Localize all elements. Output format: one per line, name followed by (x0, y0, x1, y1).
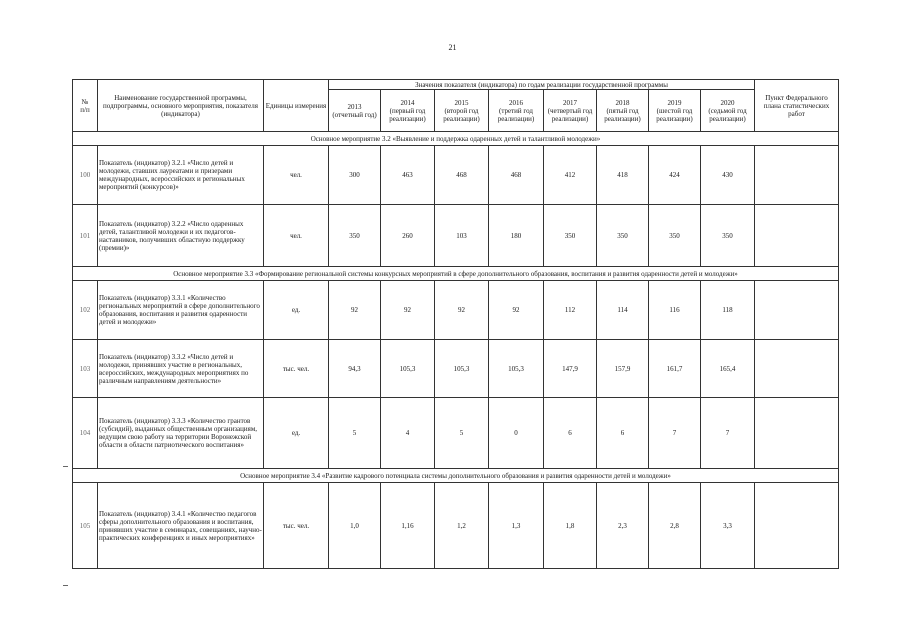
table-row (73, 281, 839, 340)
header-year: 2015 (второй год реализации) (435, 90, 489, 132)
value-cell: 350 (329, 205, 381, 267)
indicator-name: Показатель (индикатор) 3.4.1 «Количество педагогов сферы дополнительного образования и воспитания, принявших участие в семинарах, совещаниях, научно-практических конференциях и иных мероприятиях» (98, 483, 264, 569)
value-cell: 2,3 (597, 483, 649, 569)
value-cell: 7 (701, 398, 755, 469)
header-year: 2017 (четвертый год реализации) (544, 90, 597, 132)
unit-cell: ед. (264, 398, 329, 469)
value-cell: 94,3 (329, 340, 381, 398)
federal-plan-cell (755, 205, 839, 267)
value-cell: 4 (381, 398, 435, 469)
value-cell: 114 (597, 281, 649, 340)
indicator-name: Показатель (индикатор) 3.2.2 «Число одаренных детей, талантливой молодежи и их педагогов-наставников, получивших областную поддержку (премии)» (98, 205, 264, 267)
row-number: 100 (73, 146, 98, 205)
unit-cell: ед. (264, 281, 329, 340)
value-cell: 118 (701, 281, 755, 340)
indicator-name: Показатель (индикатор) 3.3.2 «Число детей и молодежи, принявших участие в региональных, всероссийских, международных мероприятиях по различным направлениям деятельности» (98, 340, 264, 398)
indicator-name: Показатель (индикатор) 3.3.3 «Количество грантов (субсидий), выданных общественным организациям, ведущим свою работу на территории Воронежской области в области патриотического воспитания» (98, 398, 264, 469)
federal-plan-cell (755, 281, 839, 340)
header-number: № п/п (73, 80, 98, 132)
value-cell: 147,9 (544, 340, 597, 398)
header-year: 2013 (отчетный год) (329, 90, 381, 132)
unit-cell: чел. (264, 146, 329, 205)
margin-mark (63, 466, 68, 467)
table-row (73, 146, 839, 205)
row-number: 101 (73, 205, 98, 267)
row-number: 103 (73, 340, 98, 398)
value-cell: 468 (435, 146, 489, 205)
section-title: Основное мероприятие 3.4 «Развитие кадрового потенциала системы дополнительного образования и развития одаренности детей и молодежи» (73, 469, 839, 483)
federal-plan-cell (755, 146, 839, 205)
federal-plan-cell (755, 340, 839, 398)
header-year: 2019 (шестой год реализации) (649, 90, 701, 132)
value-cell: 6 (597, 398, 649, 469)
header-year: 2020 (седьмой год реализации) (701, 90, 755, 132)
value-cell: 105,3 (489, 340, 544, 398)
value-cell: 468 (489, 146, 544, 205)
header-unit: Единицы измерения (264, 80, 329, 132)
table-row (73, 205, 839, 267)
indicators-table (72, 79, 839, 569)
table-row (73, 340, 839, 398)
header-name: Наименование государственной программы, подпрограммы, основного мероприятия, показателя (индикатора) (98, 80, 264, 132)
value-cell: 180 (489, 205, 544, 267)
row-number: 104 (73, 398, 98, 469)
header-federal-plan: Пункт Федерального плана статистических работ (755, 80, 839, 132)
value-cell: 105,3 (435, 340, 489, 398)
value-cell: 1,8 (544, 483, 597, 569)
value-cell: 424 (649, 146, 701, 205)
value-cell: 430 (701, 146, 755, 205)
value-cell: 5 (329, 398, 381, 469)
value-cell: 103 (435, 205, 489, 267)
value-cell: 105,3 (381, 340, 435, 398)
value-cell: 300 (329, 146, 381, 205)
indicator-name: Показатель (индикатор) 3.3.1 «Количество региональных мероприятий в сфере дополнительного образования, воспитания и развития одаренности детей и молодежи» (98, 281, 264, 340)
value-cell: 0 (489, 398, 544, 469)
value-cell: 92 (435, 281, 489, 340)
unit-cell: чел. (264, 205, 329, 267)
header-year: 2016 (третий год реализации) (489, 90, 544, 132)
value-cell: 165,4 (701, 340, 755, 398)
federal-plan-cell (755, 483, 839, 569)
value-cell: 3,3 (701, 483, 755, 569)
value-cell: 5 (435, 398, 489, 469)
section-title: Основное мероприятие 3.2 «Выявление и поддержка одаренных детей и талантливой молодежи» (73, 132, 839, 146)
page-number: 21 (448, 43, 457, 52)
value-cell: 350 (701, 205, 755, 267)
value-cell: 350 (597, 205, 649, 267)
value-cell: 1,2 (435, 483, 489, 569)
federal-plan-cell (755, 398, 839, 469)
value-cell: 112 (544, 281, 597, 340)
value-cell: 92 (381, 281, 435, 340)
value-cell: 7 (649, 398, 701, 469)
value-cell: 412 (544, 146, 597, 205)
unit-cell: тыс. чел. (264, 483, 329, 569)
header-values-group: Значения показателя (индикатора) по годам реализации государственной программы (329, 80, 755, 90)
value-cell: 260 (381, 205, 435, 267)
indicator-name: Показатель (индикатор) 3.2.1 «Число детей и молодежи, ставших лауреатами и призерами международных, всероссийских и региональных мероприятий (конкурсов)» (98, 146, 264, 205)
row-number: 105 (73, 483, 98, 569)
value-cell: 350 (649, 205, 701, 267)
value-cell: 6 (544, 398, 597, 469)
value-cell: 463 (381, 146, 435, 205)
value-cell: 1,0 (329, 483, 381, 569)
header-year: 2018 (пятый год реализации) (597, 90, 649, 132)
row-number: 102 (73, 281, 98, 340)
value-cell: 161,7 (649, 340, 701, 398)
value-cell: 157,9 (597, 340, 649, 398)
section-title: Основное мероприятие 3.3 «Формирование региональной системы конкурсных мероприятий в сфере дополнительного образования, воспитания и развития одаренности детей и молодежи» (73, 267, 839, 281)
value-cell: 1,16 (381, 483, 435, 569)
value-cell: 92 (489, 281, 544, 340)
value-cell: 92 (329, 281, 381, 340)
value-cell: 418 (597, 146, 649, 205)
value-cell: 1,3 (489, 483, 544, 569)
margin-mark (63, 585, 68, 586)
unit-cell: тыс. чел. (264, 340, 329, 398)
value-cell: 116 (649, 281, 701, 340)
value-cell: 2,8 (649, 483, 701, 569)
header-year: 2014 (первый год реализации) (381, 90, 435, 132)
table-row (73, 483, 839, 569)
value-cell: 350 (544, 205, 597, 267)
table-row (73, 398, 839, 469)
